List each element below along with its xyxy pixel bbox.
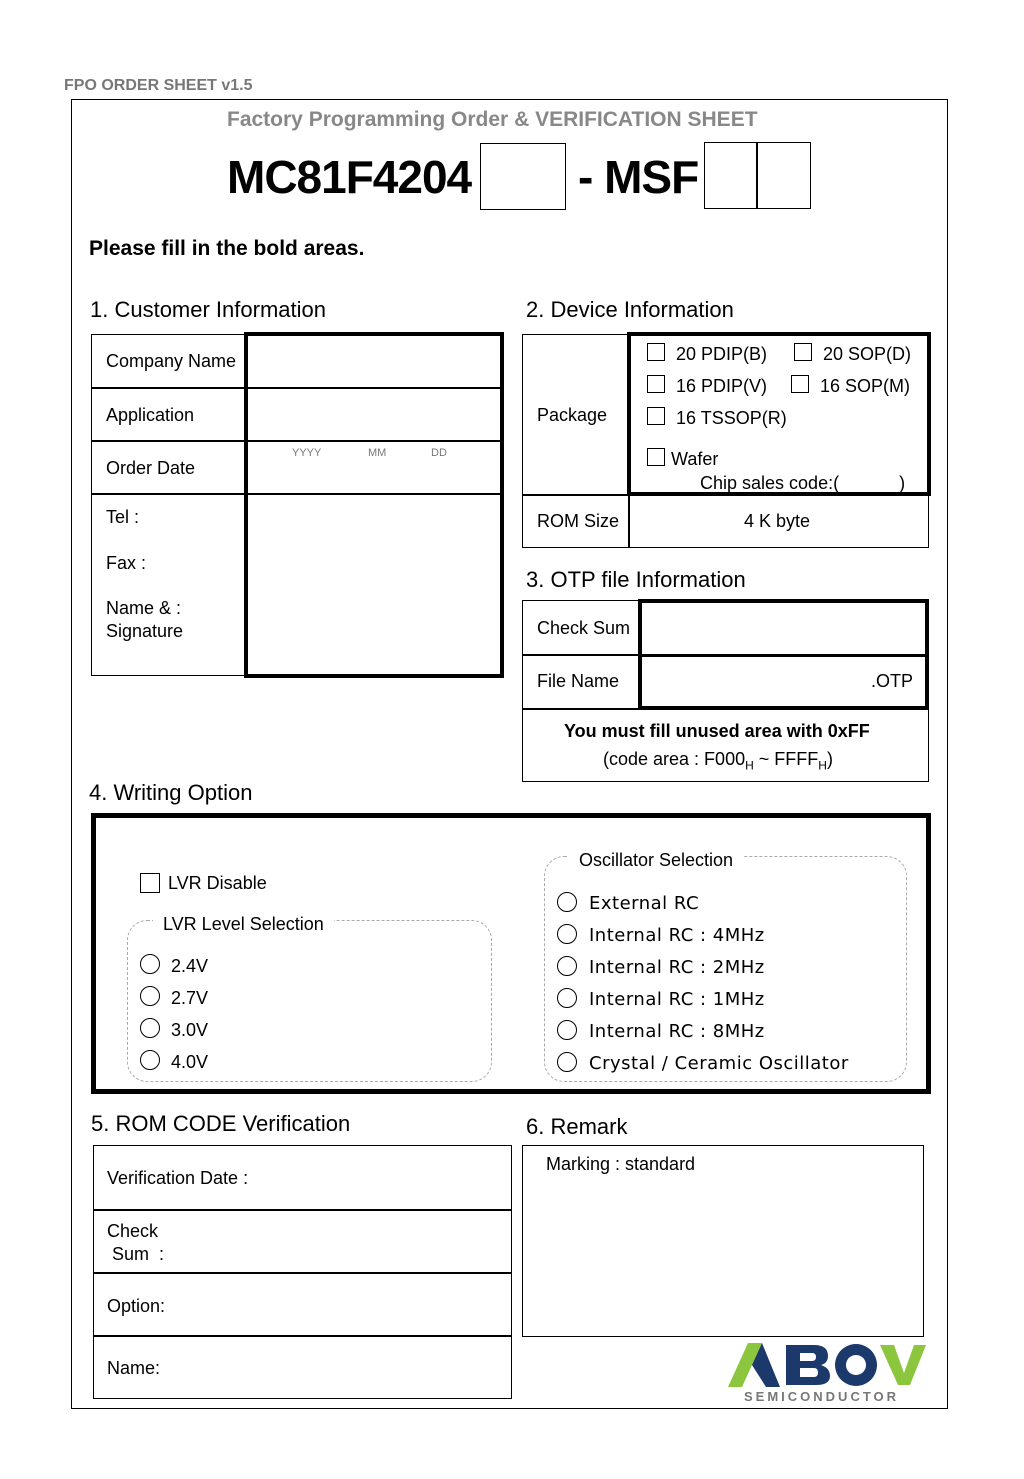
package-20pdip: 20 PDIP(B) xyxy=(676,344,768,364)
osc-crystal: Crystal / Ceramic Oscillator xyxy=(589,1053,849,1074)
lvr-disable-checkbox[interactable] xyxy=(140,873,160,893)
osc-radio-internal-4mhz[interactable] xyxy=(557,924,577,944)
fill-instruction: Please fill in the bold areas. xyxy=(89,237,365,260)
verification-option-label: Option: xyxy=(107,1296,166,1316)
osc-radio-internal-2mhz[interactable] xyxy=(557,956,577,976)
package-20sop: 20 SOP(D) xyxy=(823,344,912,364)
lvr-disable-label: LVR Disable xyxy=(168,873,267,893)
remark-heading: 6. Remark xyxy=(526,1114,628,1139)
package-checkbox-20pdip[interactable] xyxy=(647,343,665,361)
writing-heading: 4. Writing Option xyxy=(89,780,253,805)
abov-wordmark xyxy=(728,1343,926,1387)
verification-check-label-1: Check xyxy=(107,1221,159,1241)
check-sum-field[interactable] xyxy=(643,604,925,652)
order-date-label: Order Date xyxy=(106,458,196,478)
name-signature-label-2: Signature xyxy=(106,621,184,641)
abov-logo xyxy=(728,1343,928,1405)
osc-radio-internal-8mhz[interactable] xyxy=(557,1020,577,1040)
otp-heading: 3. OTP file Information xyxy=(526,567,746,592)
fill-notice: You must fill unused area with 0xFF xyxy=(564,721,870,741)
tel-label: Tel : xyxy=(106,507,140,527)
file-extension: .OTP xyxy=(871,671,914,691)
verification-date-label: Verification Date : xyxy=(107,1168,249,1188)
package-wafer: Wafer xyxy=(671,449,719,469)
part-suffix-box-3[interactable] xyxy=(756,142,811,209)
contact-field[interactable] xyxy=(248,496,500,674)
osc-radio-external-rc[interactable] xyxy=(557,892,577,912)
application-field[interactable] xyxy=(248,389,500,439)
package-checkbox-16pdip[interactable] xyxy=(647,375,665,393)
sheet-subtitle: Factory Programming Order & VERIFICATION SHEET xyxy=(227,108,758,131)
osc-internal-1mhz: Internal RC : 1MHz xyxy=(589,989,765,1010)
package-checkbox-20sop[interactable] xyxy=(794,343,812,361)
name-signature-label-1: Name & : xyxy=(106,598,182,618)
date-mm-hint: MM xyxy=(368,447,387,459)
lvr-radio-2-7v[interactable] xyxy=(140,986,160,1006)
lvr-radio-3-0v[interactable] xyxy=(140,1018,160,1038)
code-area-note: (code area : $F000_H$ ~ $FFFF_H$) xyxy=(603,749,833,773)
part-suffix-box-2[interactable] xyxy=(704,142,758,209)
package-16sop: 16 SOP(M) xyxy=(820,376,911,396)
part-number-prefix: MC81F4204 xyxy=(227,151,472,203)
date-dd-hint: DD xyxy=(431,447,447,459)
lvr-level-4-0v: 4.0V xyxy=(171,1052,209,1072)
part-number-middle: - MSF xyxy=(578,151,699,203)
rom-size-value: 4 K byte xyxy=(744,511,811,531)
osc-internal-4mhz: Internal RC : 4MHz xyxy=(589,925,765,946)
chip-sales-code: Chip sales code:( ) xyxy=(700,473,906,493)
logo-tagline: SEMICONDUCTOR xyxy=(744,1389,900,1404)
osc-internal-8mhz: Internal RC : 8MHz xyxy=(589,1021,765,1042)
package-label: Package xyxy=(537,405,608,425)
sheet-version: FPO ORDER SHEET v1.5 xyxy=(64,77,253,94)
lvr-level-title: LVR Level Selection xyxy=(153,914,334,935)
lvr-level-2-4v: 2.4V xyxy=(171,956,209,976)
customer-heading: 1. Customer Information xyxy=(90,297,326,322)
osc-radio-crystal[interactable] xyxy=(557,1052,577,1072)
rom-size-label: ROM Size xyxy=(537,511,620,531)
package-checkbox-wafer[interactable] xyxy=(647,448,665,466)
file-name-field[interactable] xyxy=(643,658,873,706)
verification-name-label: Name: xyxy=(107,1358,161,1378)
file-name-label: File Name xyxy=(537,671,620,691)
package-checkbox-16sop[interactable] xyxy=(791,375,809,393)
company-name-field[interactable] xyxy=(248,336,500,386)
device-heading: 2. Device Information xyxy=(526,297,734,322)
verification-check-label-2: Sum : xyxy=(107,1244,165,1264)
check-sum-label: Check Sum xyxy=(537,618,631,638)
remark-marking: Marking : standard xyxy=(546,1154,696,1174)
company-name-label: Company Name xyxy=(106,351,237,371)
lvr-level-3-0v: 3.0V xyxy=(171,1020,209,1040)
lvr-level-2-7v: 2.7V xyxy=(171,988,209,1008)
part-suffix-box-1[interactable] xyxy=(480,143,566,210)
osc-internal-2mhz: Internal RC : 2MHz xyxy=(589,957,765,978)
lvr-radio-2-4v[interactable] xyxy=(140,954,160,974)
oscillator-title: Oscillator Selection xyxy=(569,850,743,871)
fax-label: Fax : xyxy=(106,553,147,573)
osc-external-rc: External RC xyxy=(589,893,700,914)
package-16tssop: 16 TSSOP(R) xyxy=(676,408,787,428)
verification-heading: 5. ROM CODE Verification xyxy=(91,1111,351,1136)
osc-radio-internal-1mhz[interactable] xyxy=(557,988,577,1008)
package-checkbox-16tssop[interactable] xyxy=(647,407,665,425)
application-label: Application xyxy=(106,405,195,425)
package-16pdip: 16 PDIP(V) xyxy=(676,376,768,396)
date-yyyy-hint: YYYY xyxy=(292,447,322,459)
lvr-radio-4-0v[interactable] xyxy=(140,1050,160,1070)
